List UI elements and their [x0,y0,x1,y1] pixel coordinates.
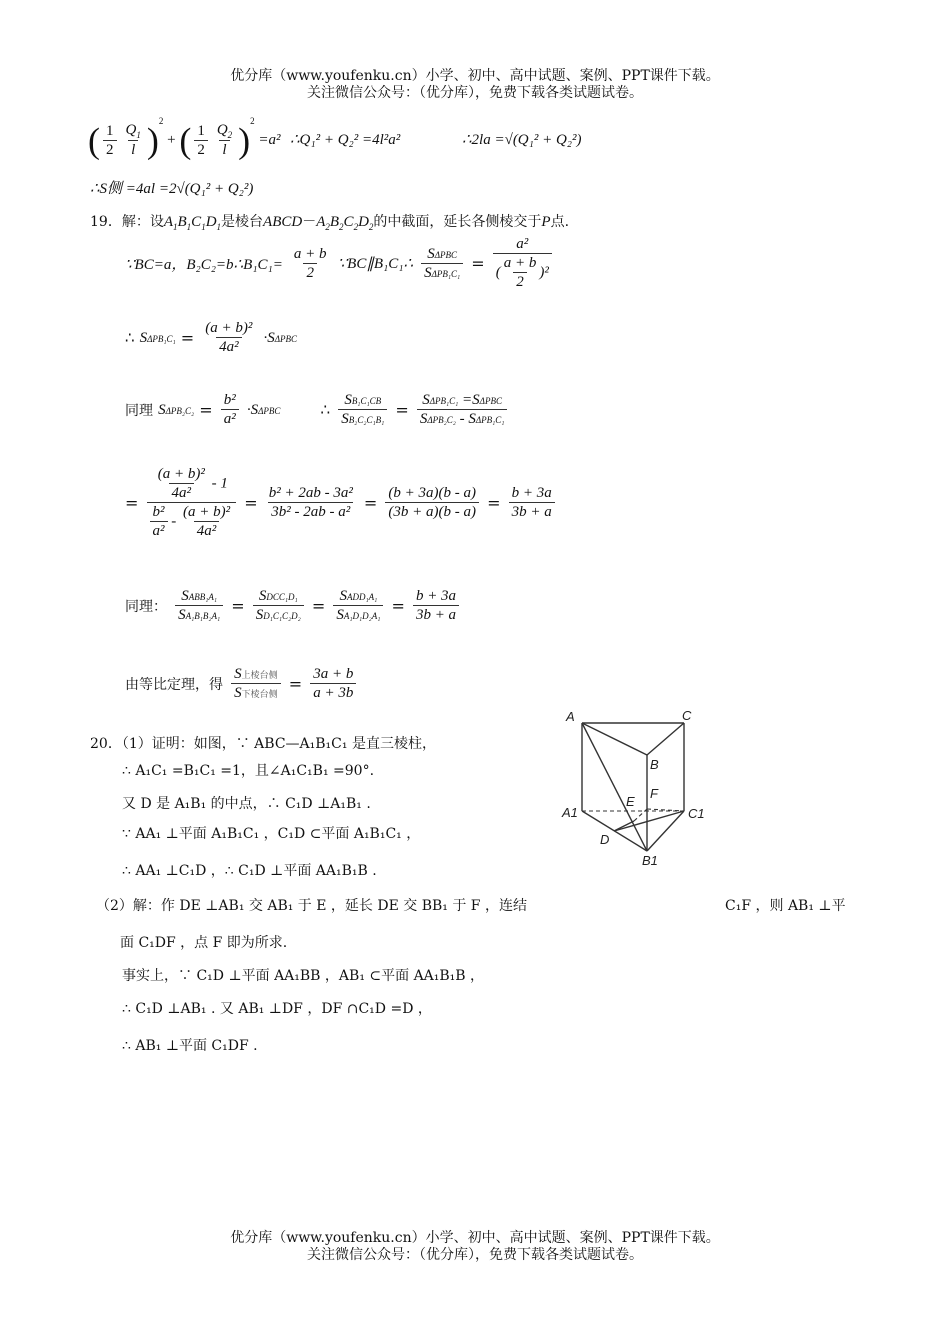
prism-figure [558,705,718,867]
header-line-2: 关注微信公众号：（优分库），免费下载各类试题试卷。 [307,85,643,101]
footer-line-1: 优分库（www.youfenku.cn）小学、初中、高中试题、案例、PPT课件下载。 [230,1230,720,1246]
label-c: C [682,708,692,723]
q20-p7: 面 C₁DF ，点 F 即为所求. [120,935,288,951]
q20-p9: ∴ C₁D ⊥AB₁ . 又 AB₁ ⊥DF ，DF ∩C₁D =D ， [122,1001,432,1017]
q18-eq-right: ∴2la =√(Q₁² + Q₂²) [462,132,582,148]
q19-line-2: ∵BC=a，B₂C₂=b∴B₁C₁= $\frac{a + b}{2}$ ∵BC∥B₁C₁∴ $\frac{\text{SΔPBC}}{\text{SΔPB₁C₁}}$ = a² ( $\frac{a + b}{2}$ )² [125,236,555,291]
q19-line-5: = $\frac{\text{(a + b)²}}{\text{4a²}}$ - 1 $\frac{\text{b²}}{\text{a²}}$ - $\frac{\text{(a + b)²}}{\text{4a²}}$ = $\frac{\text{b² + 2ab - 3a²}}{\text{3b² - 2ab - a²}}$ = $\frac{(b + 3a)(b - a)}{(3b + a)(b - a)}$ = $\frac{b + 3a}{3b + a}$ [125,466,558,540]
label-b: B [650,757,659,772]
q19-line-6: 同理： $\frac{\text{SABB₁A₁}}{\text{SA₁B₁B₂A₁}}$ = $\frac{\text{SDCC₁D₁}}{\text{SD₁C₁C₂D₂}}$ = $\frac{\text{SADD₁A₁}}{\text{SA₁D₁D₂A₁}}$ = $\frac{b + 3a}{3b + a}$ [125,588,462,624]
edge-cb [647,723,684,755]
edge-ab [582,723,647,755]
segment-c1d [614,811,684,831]
q20-p3: 又 D 是 A₁B₁ 的中点，∴ C₁D ⊥A₁B₁ . [122,796,371,812]
q18-rhs: =a² [258,132,281,149]
q18-formula-1: ( $\frac{1}{2}$ $\frac{Q_1}{l}$ )$^2$ + ( $\frac{1}{2}$ $\frac{Q_2}{l}$ )$^2$ =a² [88,116,281,161]
q20-p2: ∴ A₁C₁ =B₁C₁ =1，且∠A₁C₁B₁ =90°. [122,763,375,779]
q19-line-3: ∴ SΔPB₁C₁ = $\frac{\text{(a + b)²}}{\text{4a²}}$ ·SΔPBC [125,320,298,355]
q20-p10: ∴ AB₁ ⊥平面 C₁DF . [122,1038,258,1054]
q20-p8: 事实上，∵ C₁D ⊥平面 AA₁BB ，AB₁ ⊂平面 AA₁B₁B ， [122,968,485,984]
label-a: A [566,709,575,724]
label-c1: C1 [688,806,705,821]
q19-intro: 19．解：设$A_1B_1C_1D_1$是棱台$ABCD-A_2B_2C_2D_2$的中截面，延长各侧棱交于P点. [90,214,570,232]
label-f: F [650,786,658,801]
label-a1: A1 [562,805,578,820]
footer-line-2: 关注微信公众号：（优分库），免费下载各类试题试卷。 [307,1247,643,1263]
label-d: D [600,832,610,847]
label-e: E [626,794,635,809]
q20-p5: ∴ AA₁ ⊥C₁D ，∴ C₁D ⊥平面 AA₁B₁B . [122,863,377,879]
q20-p6a: （2）解：作 DE ⊥AB₁ 交 AB₁ 于 E ，延长 DE 交 BB₁ 于 F ，连结 [96,898,527,914]
q20-p6b: C₁F ，则 AB₁ ⊥平 [725,898,846,914]
q19-line-7: 由等比定理，得 $\frac{\text{S上棱台侧}}{\text{S下棱台侧}}$ = $\frac{3a + b}{a + 3b}$ [125,666,359,702]
q19-line-4: 同理 SΔPB₂C₂ = $\frac{\text{b²}}{\text{a²}}$ ·SΔPBC ∴ $\frac{\text{SB₁C₁CB}}{\text{SB₂C₂C₁B₁}}$ = $\frac{\text{SΔPB₁C₁ =SΔPBC}}{\text{SΔPB₂C₂ - SΔPB₁C₁}}$ [125,392,510,428]
q18-eq-mid: ∴Q₁² + Q₂² =4l²a² [290,132,401,148]
q20-p4: ∵ AA₁ ⊥平面 A₁B₁C₁ ，C₁D ⊂平面 A₁B₁C₁ ， [122,826,421,842]
header-line-1: 优分库（www.youfenku.cn）小学、初中、高中试题、案例、PPT课件下载。 [230,68,720,84]
q20-p1: 20．（1）证明：如图，∵ ABC—A₁B₁C₁ 是直三棱柱， [90,736,436,752]
q18-s-side: ∴S侧 =4al =2√(Q₁² + Q₂²) [90,181,254,197]
label-b1: B1 [642,853,658,867]
